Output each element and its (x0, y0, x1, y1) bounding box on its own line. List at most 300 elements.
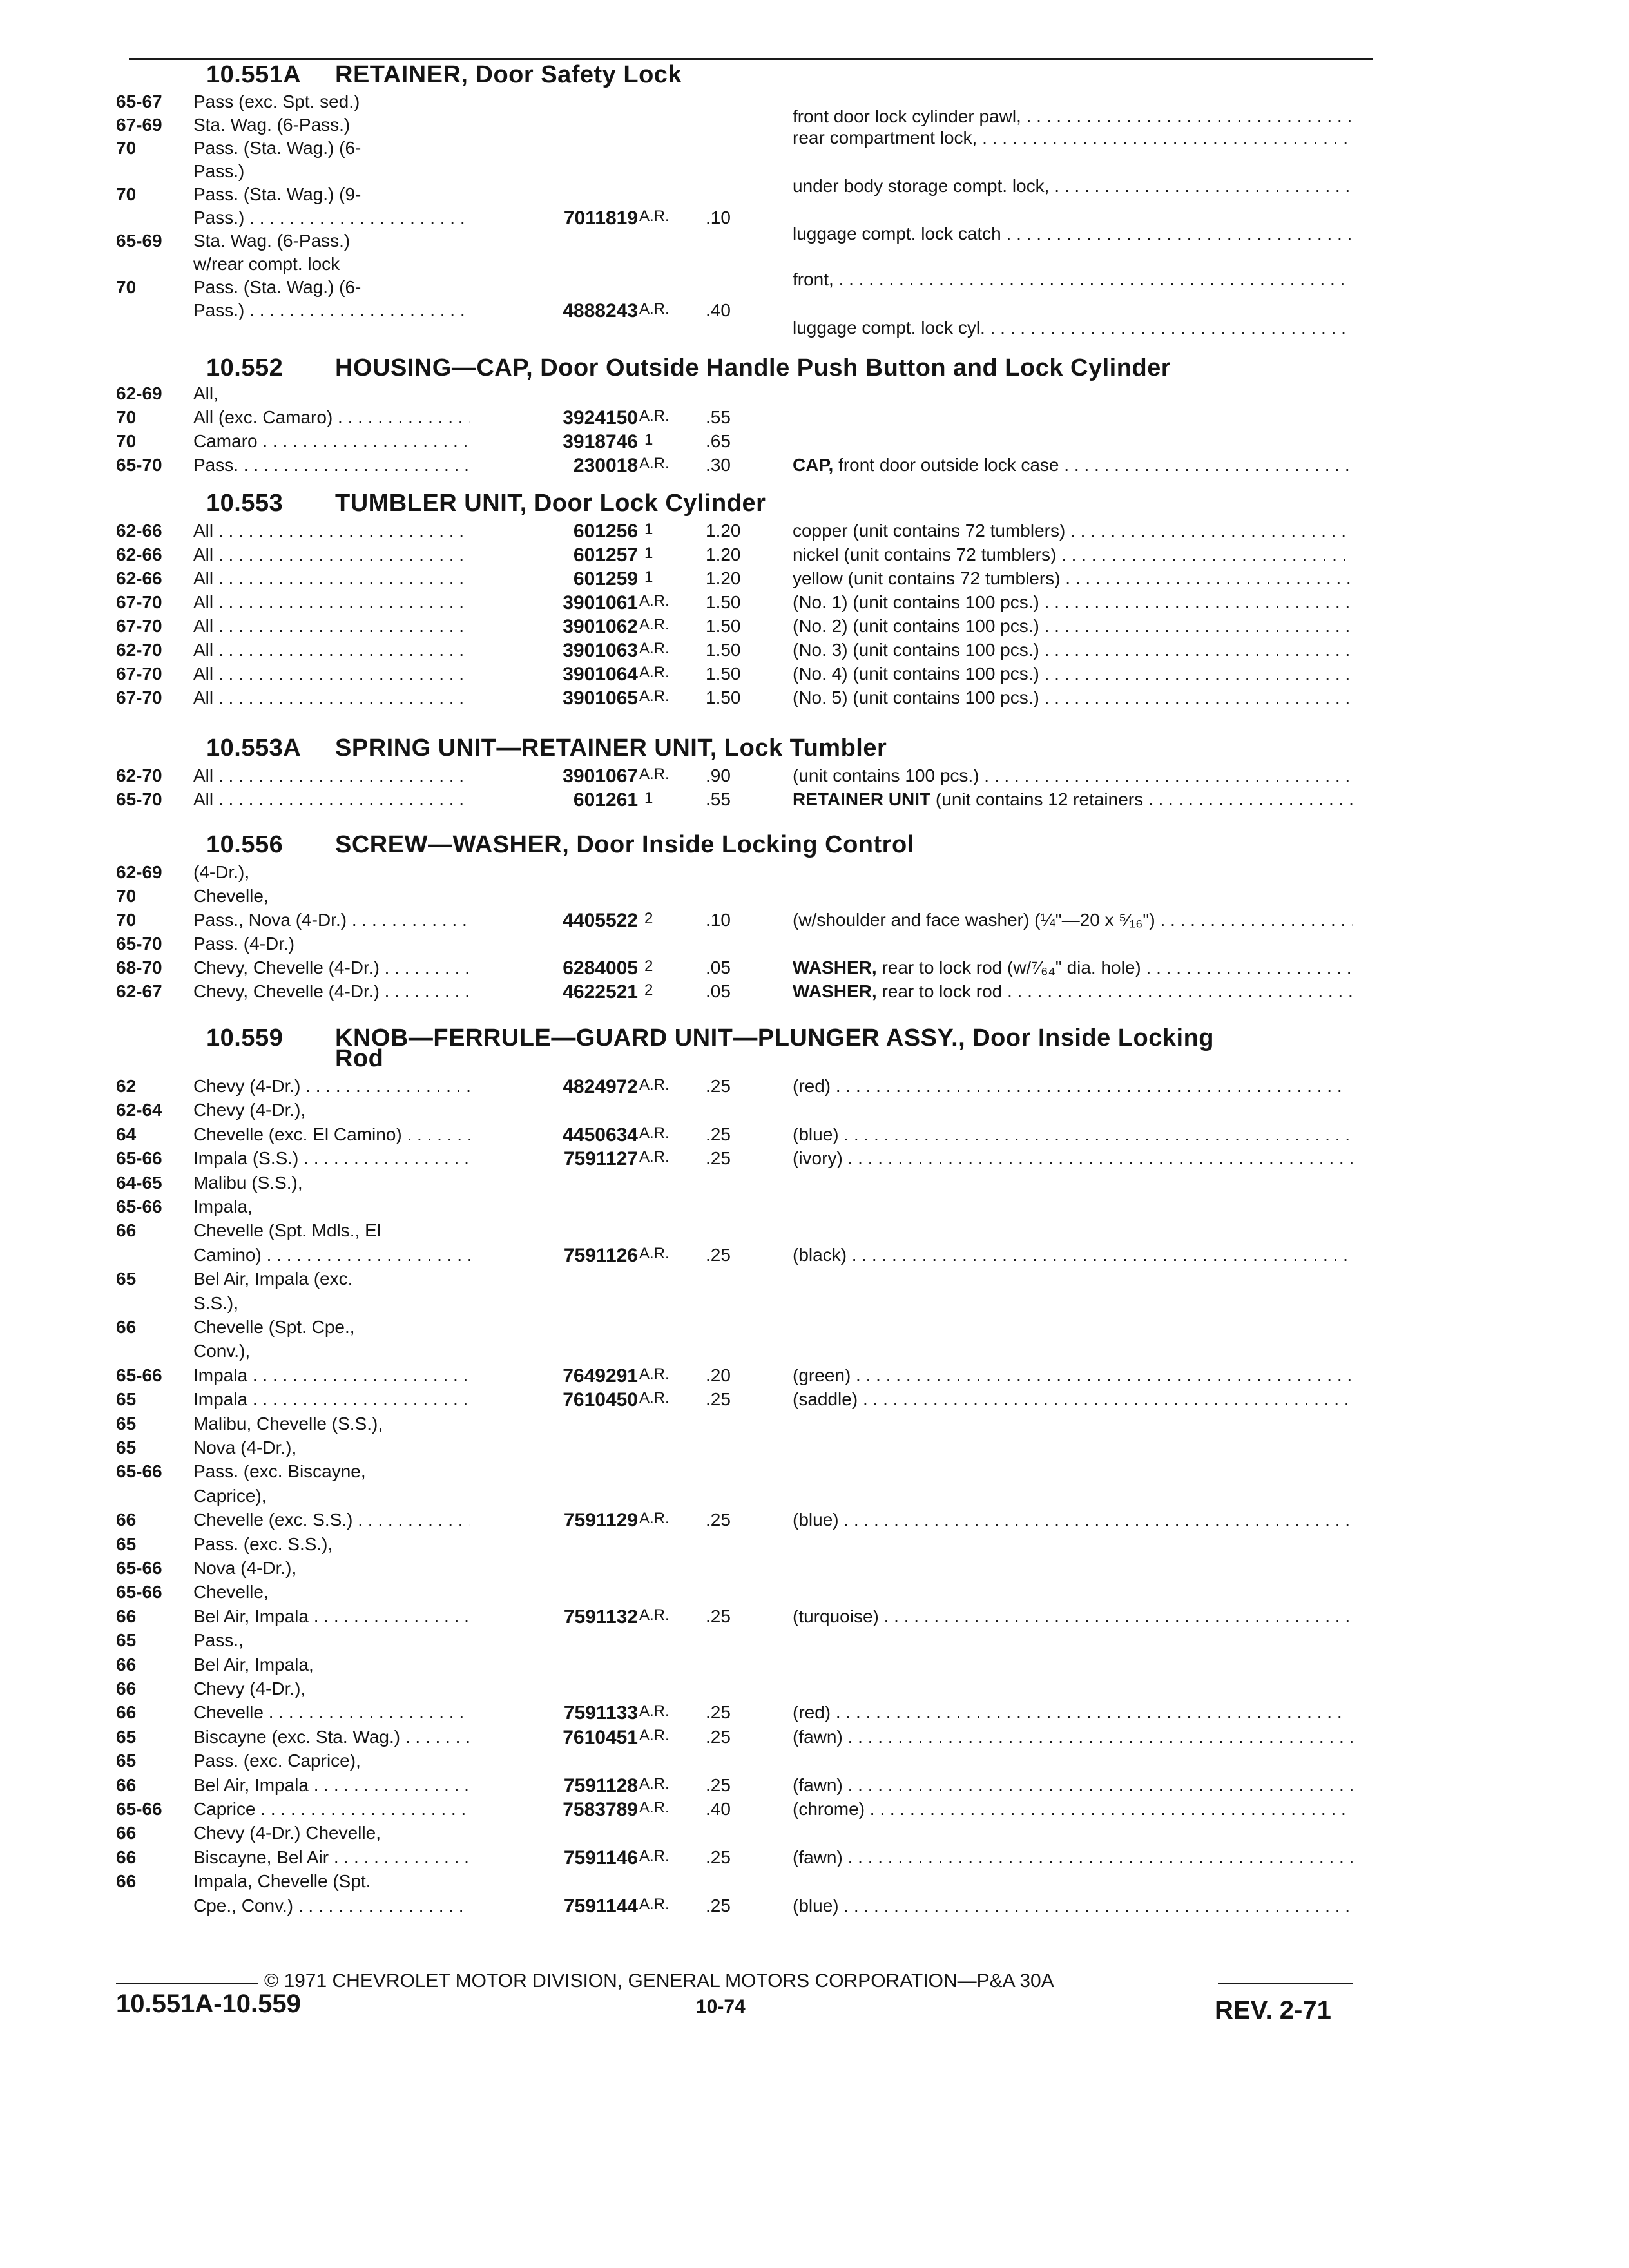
table-row (0, 592, 1629, 615)
quantity: A.R. (639, 640, 670, 657)
part-description: copper (unit contains 72 tumblers) . . . (793, 521, 1353, 541)
top-rule (129, 58, 1373, 60)
part-description: (No. 1) (unit contains 100 pcs.) . . . (793, 592, 1353, 613)
table-row (0, 1751, 1629, 1774)
part-description: front, . . . (793, 269, 1353, 290)
part-description: (red) . . . (793, 1076, 1353, 1097)
model-year: 62 (116, 1076, 137, 1096)
part-number: 3901064 (563, 664, 638, 685)
table-row (0, 1317, 1629, 1340)
footer-range: 10.551A-10.559 (116, 1990, 301, 2018)
section-number: 10.553 (206, 490, 284, 517)
quantity: A.R. (639, 1702, 670, 1720)
quantity: A.R. (639, 1244, 670, 1262)
part-description: (No. 3) (unit contains 100 pcs.) . . . (793, 640, 1353, 660)
table-row (0, 1220, 1629, 1244)
part-number: 7591128 (563, 1774, 638, 1796)
footer-rule-left (116, 1983, 258, 1984)
part-description: nickel (unit contains 72 tumblers) . . . (793, 544, 1353, 565)
table-row (0, 1437, 1629, 1461)
model-application: Camaro . . . (193, 431, 470, 452)
footer-page-number: 10-74 (696, 1996, 746, 2017)
table-row (0, 616, 1629, 639)
part-number: 3901062 (563, 616, 638, 637)
quantity: 1 (644, 544, 653, 562)
part-number: 7591133 (563, 1702, 638, 1724)
part-number: 4622521 (563, 981, 638, 1003)
model-application: Pass.) . . . (193, 207, 470, 228)
model-year: 65-70 (116, 934, 162, 954)
table-row (0, 1341, 1629, 1364)
part-number: 3901063 (563, 640, 638, 661)
model-application: All . . . (193, 616, 470, 637)
model-application: Cpe., Conv.) . . . (193, 1896, 470, 1916)
quantity: A.R. (639, 765, 670, 783)
model-application: Pass. (Sta. Wag.) (9- (193, 184, 361, 204)
section-header-10556 (206, 831, 914, 859)
model-application: w/rear compt. lock (193, 254, 340, 274)
table-row (0, 1871, 1629, 1894)
section-title: HOUSING—CAP, Door Outside Handle Push Button and Lock Cylinder (335, 354, 1171, 381)
price: .25 (706, 1847, 731, 1867)
model-application: All . . . (193, 521, 470, 541)
price: .30 (706, 455, 731, 475)
section-header-10551a (206, 61, 682, 89)
model-year: 66 (116, 1774, 137, 1795)
model-application: Bel Air, Impala . . . (193, 1775, 470, 1796)
part-number: 7649291 (563, 1365, 638, 1387)
quantity: 1 (644, 568, 653, 586)
part-description: (red) . . . (793, 1702, 1353, 1723)
part-description: (blue) . . . (793, 1510, 1353, 1530)
part-description: (ivory) . . . (793, 1148, 1353, 1169)
model-application: Impala . . . (193, 1389, 470, 1410)
part-description: (w/shoulder and face washer) (¼"—20 x ⁵⁄₁₆") . . . (793, 910, 1353, 930)
price: .05 (706, 981, 731, 1001)
part-number: 7591146 (563, 1847, 638, 1869)
part-description: (green) . . . (793, 1365, 1353, 1386)
model-year: 65-66 (116, 1148, 162, 1169)
table-row (0, 957, 1629, 981)
quantity: 2 (644, 957, 653, 975)
model-year: 66 (116, 1654, 137, 1675)
price: 1.50 (706, 640, 741, 660)
model-year: 66 (116, 1606, 137, 1626)
model-application: Chevelle (exc. El Camino) . . . (193, 1124, 470, 1145)
table-row (0, 1245, 1629, 1268)
table-row (0, 521, 1629, 544)
part-number: 7591126 (563, 1244, 638, 1266)
part-description: (turquoise) . . . (793, 1606, 1353, 1627)
table-row (0, 1896, 1629, 1919)
model-application: Chevy (4-Dr.) . . . (193, 1076, 470, 1097)
part-number: 230018 (573, 455, 638, 476)
quantity: A.R. (639, 1726, 670, 1744)
part-number: 7610450 (563, 1389, 638, 1411)
model-year: 70 (116, 431, 137, 451)
footer-revision: REV. 2-71 (1215, 1996, 1331, 2024)
model-application: Impala, Chevelle (Spt. (193, 1871, 371, 1892)
model-application: Pass. (exc. S.S.), (193, 1533, 333, 1554)
quantity: 2 (644, 981, 653, 999)
model-application: Pass., (193, 1630, 244, 1651)
model-year: 65 (116, 1269, 137, 1289)
model-year: 64 (116, 1124, 137, 1144)
model-application: Bel Air, Impala, (193, 1654, 314, 1675)
table-row (0, 687, 1629, 711)
model-application: Biscayne (exc. Sta. Wag.) . . . (193, 1727, 470, 1747)
table-row (0, 455, 1629, 478)
table-row (0, 544, 1629, 568)
table-row (0, 1461, 1629, 1485)
table-row (0, 910, 1629, 933)
table-row (0, 568, 1629, 591)
footer-copyright: © 1971 CHEVROLET MOTOR DIVISION, GENERAL MOTORS CORPORATION—P&A 30A (264, 1970, 1054, 1992)
model-year: 62-66 (116, 521, 162, 541)
model-year: 70 (116, 138, 137, 158)
model-year: 66 (116, 1871, 137, 1892)
table-row (0, 1847, 1629, 1870)
price: .40 (706, 300, 731, 320)
model-application: Sta. Wag. (6-Pass.) (193, 231, 351, 251)
section-title: TUMBLER UNIT, Door Lock Cylinder (335, 490, 766, 517)
table-row (0, 1558, 1629, 1581)
part-description: RETAINER UNIT (unit contains 12 retainers . . . (793, 789, 1353, 810)
model-year: 65-66 (116, 1582, 162, 1602)
model-application: Pass. . . . (193, 455, 470, 476)
model-application: Camino) . . . (193, 1245, 470, 1265)
model-application: All, (193, 383, 218, 403)
model-application: Chevelle (Spt. Mdls., El (193, 1220, 381, 1241)
section-number: 10.559 (206, 1024, 284, 1052)
model-application: Pass.) . . . (193, 300, 470, 321)
model-year: 65-66 (116, 1365, 162, 1385)
model-year: 65 (116, 1437, 137, 1457)
table-row (0, 934, 1629, 957)
model-year: 65 (116, 1533, 137, 1554)
model-application: Caprice . . . (193, 1799, 470, 1820)
part-description: (chrome) . . . (793, 1799, 1353, 1820)
price: .25 (706, 1726, 731, 1747)
model-year: 65 (116, 1630, 137, 1651)
table-row (0, 383, 1629, 407)
quantity: A.R. (639, 1389, 670, 1407)
model-year: 65 (116, 1751, 137, 1771)
model-year: 65-66 (116, 1799, 162, 1819)
quantity: A.R. (639, 407, 670, 425)
quantity: A.R. (639, 207, 670, 225)
price: .20 (706, 1365, 731, 1385)
table-row (0, 1173, 1629, 1196)
part-description: (saddle) . . . (793, 1389, 1353, 1410)
price: .25 (706, 1774, 731, 1795)
part-description: WASHER, rear to lock rod (w/⁷⁄₆₄" dia. hole) . . . (793, 957, 1353, 978)
description-keyword: CAP, (793, 455, 834, 475)
part-description: (fawn) . . . (793, 1775, 1353, 1796)
model-year: 64-65 (116, 1172, 162, 1193)
table-row (0, 1293, 1629, 1316)
table-row (0, 789, 1629, 812)
model-application: Pass. (exc. Caprice), (193, 1751, 361, 1771)
price: .25 (706, 1510, 731, 1530)
part-number: 4450634 (563, 1124, 638, 1146)
model-application: Chevelle, (193, 1582, 269, 1602)
model-application: Chevelle (Spt. Cpe., (193, 1317, 355, 1337)
model-year: 62-70 (116, 765, 162, 785)
model-year: 66 (116, 1678, 137, 1698)
model-application: Nova (4-Dr.), (193, 1558, 297, 1578)
table-row (0, 1606, 1629, 1629)
model-application: All . . . (193, 592, 470, 613)
table-row (0, 1269, 1629, 1292)
section-title: SCREW—WASHER, Door Inside Locking Control (335, 831, 914, 858)
price: .10 (706, 910, 731, 930)
model-year: 70 (116, 277, 137, 297)
model-year: 68-70 (116, 957, 162, 977)
quantity: A.R. (639, 1076, 670, 1093)
table-row (0, 1124, 1629, 1148)
part-number: 601256 (573, 521, 638, 542)
price: .10 (706, 207, 731, 227)
model-application: Chevy (4-Dr.) Chevelle, (193, 1823, 381, 1843)
model-application: All . . . (193, 544, 470, 565)
model-application: All . . . (193, 789, 470, 810)
part-description: (No. 2) (unit contains 100 pcs.) . . . (793, 616, 1353, 637)
table-row (0, 886, 1629, 909)
model-year: 65 (116, 1726, 137, 1747)
model-year: 66 (116, 1317, 137, 1337)
table-row (0, 1534, 1629, 1557)
price: 1.50 (706, 664, 741, 684)
model-year: 66 (116, 1847, 137, 1867)
section-title-continued: Rod (335, 1045, 384, 1072)
part-description: under body storage compt. lock, . . . (793, 176, 1353, 197)
model-year: 62-70 (116, 640, 162, 660)
part-description: (black) . . . (793, 1245, 1353, 1265)
section-header-10553 (206, 490, 766, 517)
model-application: Pass. (4-Dr.) (193, 934, 295, 954)
part-number: 7591132 (563, 1606, 638, 1628)
model-year: 67-70 (116, 592, 162, 612)
part-description: (blue) . . . (793, 1896, 1353, 1916)
model-year: 65-66 (116, 1558, 162, 1578)
model-year: 65-70 (116, 789, 162, 809)
quantity: 1 (644, 431, 653, 448)
table-row (0, 664, 1629, 687)
price: 1.50 (706, 616, 741, 636)
quantity: A.R. (639, 300, 670, 318)
table-row (0, 1823, 1629, 1846)
price: 1.50 (706, 687, 741, 707)
model-year: 62-67 (116, 981, 162, 1001)
model-application: Bel Air, Impala . . . (193, 1606, 470, 1627)
table-row (0, 1727, 1629, 1750)
model-application: All . . . (193, 664, 470, 684)
quantity: A.R. (639, 1774, 670, 1792)
part-description: (blue) . . . (793, 1124, 1353, 1145)
table-row (0, 765, 1629, 789)
model-year: 67-70 (116, 616, 162, 636)
part-number: 4405522 (563, 910, 638, 931)
model-application: Nova (4-Dr.), (193, 1437, 297, 1457)
model-year: 66 (116, 1510, 137, 1530)
model-year: 65-69 (116, 231, 162, 251)
quantity: A.R. (639, 1124, 670, 1142)
part-description: (fawn) . . . (793, 1847, 1353, 1868)
section-number: 10.556 (206, 831, 284, 858)
part-number: 601261 (573, 789, 638, 811)
model-year: 67-70 (116, 687, 162, 707)
quantity: 1 (644, 521, 653, 538)
footer-rule-right (1218, 1983, 1353, 1984)
quantity: A.R. (639, 592, 670, 610)
model-application: Sta. Wag. (6-Pass.) (193, 115, 351, 135)
model-application: Impala . . . (193, 1365, 470, 1386)
table-row (0, 431, 1629, 454)
model-year: 67-70 (116, 664, 162, 684)
part-description: (unit contains 100 pcs.) . . . (793, 765, 1353, 786)
part-number: 3924150 (563, 407, 638, 428)
part-number: 7591129 (563, 1510, 638, 1532)
quantity: A.R. (639, 687, 670, 705)
model-application: Pass. (Sta. Wag.) (6- (193, 138, 361, 158)
table-row (0, 1582, 1629, 1605)
part-description: luggage compt. lock catch . . . (793, 224, 1353, 244)
description-keyword: WASHER, (793, 957, 877, 977)
model-application: Chevy, Chevelle (4-Dr.) . . . (193, 957, 470, 978)
part-number: 7591127 (563, 1148, 638, 1170)
model-application: S.S.), (193, 1293, 239, 1313)
model-application: Malibu, Chevelle (S.S.), (193, 1413, 383, 1434)
model-year: 65-67 (116, 91, 162, 111)
section-number: 10.551A (206, 61, 302, 88)
quantity: A.R. (639, 455, 670, 472)
model-application: Conv.), (193, 1341, 251, 1361)
section-title: KNOB—FERRULE—GUARD UNIT—PLUNGER ASSY., Door Inside Locking (335, 1024, 1214, 1052)
table-row (0, 1486, 1629, 1509)
part-number: 3901067 (563, 765, 638, 787)
quantity: A.R. (639, 664, 670, 681)
part-number: 7583789 (563, 1799, 638, 1820)
price: .25 (706, 1076, 731, 1096)
table-row (0, 1414, 1629, 1437)
table-row (0, 1702, 1629, 1725)
model-application: All . . . (193, 687, 470, 708)
part-number: 3901065 (563, 687, 638, 709)
table-row (0, 1100, 1629, 1123)
model-application: Pass. (Sta. Wag.) (6- (193, 277, 361, 297)
part-description: yellow (unit contains 72 tumblers) . . . (793, 568, 1353, 589)
price: .55 (706, 407, 731, 427)
part-description: CAP, front door outside lock case . . . (793, 455, 1353, 476)
table-row (0, 407, 1629, 430)
model-application: Pass.) (193, 161, 245, 181)
model-application: Chevy (4-Dr.), (193, 1678, 306, 1698)
model-application: Biscayne, Bel Air . . . (193, 1847, 470, 1868)
part-description: front door lock cylinder pawl, . . . (793, 106, 1353, 127)
part-number: 601257 (573, 544, 638, 566)
part-number: 601259 (573, 568, 638, 590)
model-year: 66 (116, 1823, 137, 1843)
part-description: rear compartment lock, . . . (793, 128, 1353, 148)
section-header-10559-line2 (335, 1045, 383, 1073)
model-year: 67-69 (116, 115, 162, 135)
part-number: 4888243 (563, 300, 638, 322)
table-row (0, 1148, 1629, 1171)
table-row (0, 640, 1629, 663)
model-year: 66 (116, 1702, 137, 1723)
model-year: 62-66 (116, 544, 162, 564)
section-title: SPRING UNIT—RETAINER UNIT, Lock Tumbler (335, 735, 887, 762)
model-application: Caprice), (193, 1485, 267, 1506)
model-application: All . . . (193, 568, 470, 589)
table-row (0, 1510, 1629, 1533)
model-application: All . . . (193, 765, 470, 786)
price: 1.50 (706, 592, 741, 612)
table-row (0, 1196, 1629, 1220)
model-application: All . . . (193, 640, 470, 660)
model-year: 65-70 (116, 455, 162, 475)
part-number: 7610451 (563, 1726, 638, 1748)
table-row (0, 1365, 1629, 1389)
quantity: A.R. (639, 1606, 670, 1624)
table-row (0, 1655, 1629, 1678)
price: .05 (706, 957, 731, 977)
price: .25 (706, 1148, 731, 1169)
section-header-10552 (206, 354, 1171, 382)
model-application: (4-Dr.), (193, 862, 250, 882)
price: 1.20 (706, 521, 741, 541)
model-year: 65 (116, 1389, 137, 1410)
part-number: 6284005 (563, 957, 638, 979)
part-description: WASHER, rear to lock rod . . . (793, 981, 1353, 1002)
section-header-10553a (206, 735, 887, 762)
table-row (0, 1678, 1629, 1702)
price: 1.20 (706, 568, 741, 588)
model-year: 62-69 (116, 383, 162, 403)
quantity: A.R. (639, 616, 670, 633)
price: .25 (706, 1606, 731, 1626)
part-description: (No. 4) (unit contains 100 pcs.) . . . (793, 664, 1353, 684)
quantity: A.R. (639, 1148, 670, 1166)
price: .25 (706, 1244, 731, 1265)
price: .40 (706, 1799, 731, 1819)
table-row (0, 1389, 1629, 1412)
part-description: (No. 5) (unit contains 100 pcs.) . . . (793, 687, 1353, 708)
part-number: 3901061 (563, 592, 638, 613)
model-year: 70 (116, 407, 137, 427)
price: .90 (706, 765, 731, 785)
description-keyword: WASHER, (793, 981, 877, 1001)
model-year: 65 (116, 1413, 137, 1434)
model-year: 70 (116, 184, 137, 204)
price: .65 (706, 431, 731, 451)
table-row (0, 1775, 1629, 1798)
quantity: A.R. (639, 1799, 670, 1816)
model-year: 62-64 (116, 1100, 162, 1120)
price: .25 (706, 1702, 731, 1723)
section-number: 10.553A (206, 735, 302, 762)
price: .55 (706, 789, 731, 809)
part-description: luggage compt. lock cyl. . . . (793, 318, 1353, 338)
model-application: Chevy, Chevelle (4-Dr.) . . . (193, 981, 470, 1002)
model-application: Chevelle, (193, 886, 269, 906)
model-year: 65-66 (116, 1196, 162, 1216)
model-application: Pass., Nova (4-Dr.) . . . (193, 910, 470, 930)
model-year: 62-69 (116, 862, 162, 882)
table-row (0, 1630, 1629, 1653)
section-number: 10.552 (206, 354, 284, 381)
